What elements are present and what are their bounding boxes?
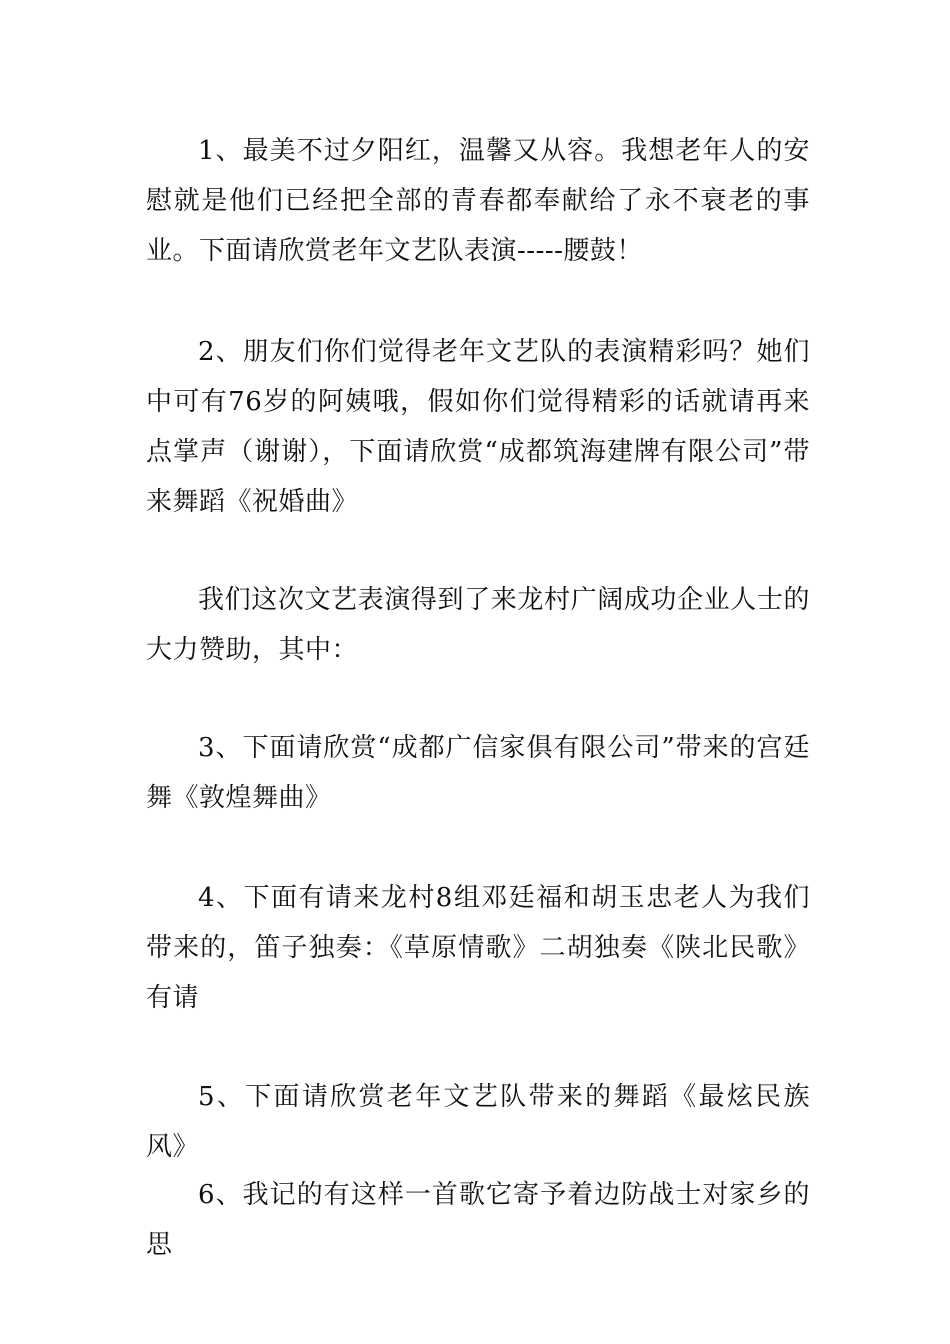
paragraph-1-yaogu: 1、最美不过夕阳红，温馨又从容。我想老年人的安慰就是他们已经把全部的青春都奉献给了永不衰老的事业。下面请欣赏老年文艺队表演-----腰鼓！ <box>146 136 810 266</box>
paragraph-3-dunhuang: 3、下面请欣赏“成都广信家俱有限公司”带来的宫廷舞《敦煌舞曲》 <box>146 733 810 813</box>
paragraph-6-border-soldiers: 6、我记的有这样一首歌它寄予着边防战士对家乡的思 <box>146 1180 810 1260</box>
paragraph-sponsors-intro: 我们这次文艺表演得到了来龙村广阔成功企业人士的大力赞助，其中： <box>146 585 810 665</box>
paragraph-2-zhuhunqu: 2、朋友们你们觉得老年文艺队的表演精彩吗？她们中可有76岁的阿姨哦，假如你们觉得精彩的话就请再来点掌声（谢谢），下面请欣赏“成都筑海建牌有限公司”带来舞蹈《祝婚曲》 <box>146 337 810 517</box>
paragraph-4-solo-instruments: 4、下面有请来龙村8组邓廷福和胡玉忠老人为我们带来的，笛子独奏：《草原情歌》二胡独奏《陕北民歌》有请 <box>146 883 810 1013</box>
paragraph-5-minzufeng: 5、下面请欣赏老年文艺队带来的舞蹈《最炫民族风》 <box>146 1082 810 1162</box>
